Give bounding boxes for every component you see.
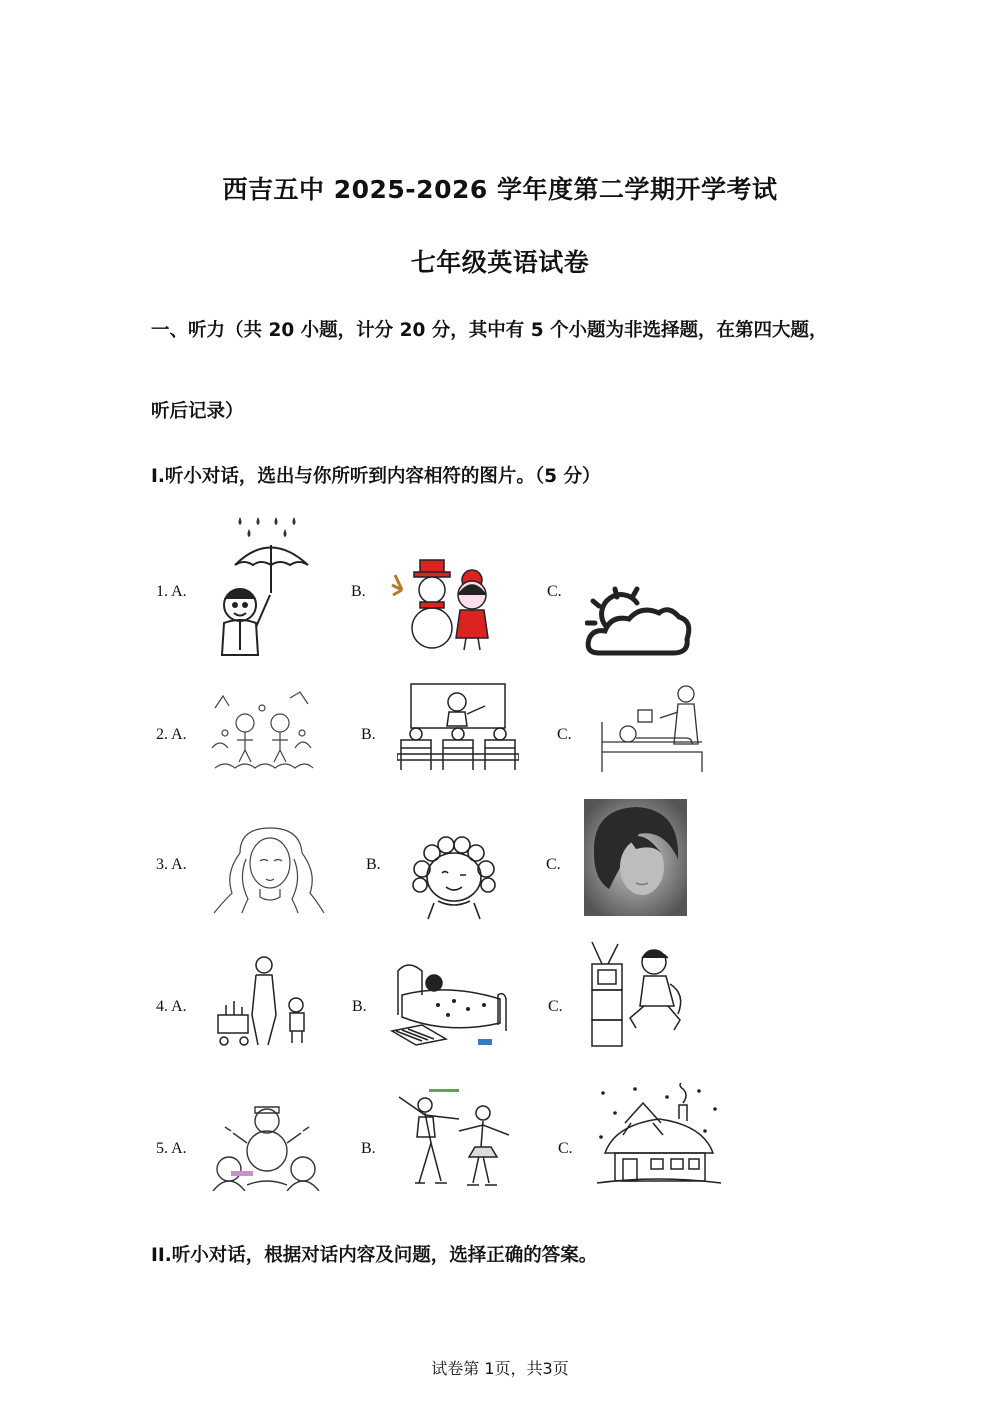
- child-sleeping-in-bed-image[interactable]: [388, 955, 510, 1047]
- photo-woman-short-hair-image[interactable]: [584, 799, 687, 916]
- snowman-and-girl-image[interactable]: [390, 550, 500, 655]
- question-4: [0, 940, 1000, 1055]
- question-3-label-c: C.: [546, 856, 561, 873]
- mother-shopping-with-child-image[interactable]: [212, 955, 310, 1047]
- question-2: [0, 680, 1000, 790]
- question-1-label-a: 1. A.: [156, 583, 187, 600]
- section-heading-line2: 听后记录）: [151, 401, 244, 422]
- woman-with-long-wavy-hair-image[interactable]: [210, 823, 328, 915]
- sun-behind-cloud-image[interactable]: [585, 585, 693, 660]
- exam-title: 西吉五中 2025-2026 学年度第二学期开学考试: [222, 175, 778, 204]
- question-5-label-c: C.: [558, 1140, 573, 1157]
- question-4-label-c: C.: [548, 998, 563, 1015]
- snowy-house-image[interactable]: [595, 1083, 723, 1193]
- exam-subtitle: 七年级英语试卷: [410, 248, 590, 277]
- question-3-label-a: 3. A.: [156, 856, 187, 873]
- boy-with-umbrella-in-rain-image[interactable]: [210, 515, 315, 660]
- part2-heading: II.听小对话，根据对话内容及问题，选择正确的答案。: [151, 1245, 598, 1266]
- question-1-label-b: B.: [351, 583, 366, 600]
- girl-with-curly-hair-image[interactable]: [404, 835, 504, 920]
- question-5-label-b: B.: [361, 1140, 376, 1157]
- question-2-label-c: C.: [557, 726, 572, 743]
- question-3: [0, 795, 1000, 920]
- part1-heading: I.听小对话，选出与你所听到内容相符的图片。（5 分）: [151, 466, 601, 487]
- question-1-label-c: C.: [547, 583, 562, 600]
- teacher-and-classroom-image[interactable]: [397, 682, 519, 777]
- couple-ice-skating-image[interactable]: [395, 1087, 523, 1192]
- kids-playing-outdoors-image[interactable]: [210, 688, 315, 776]
- question-1: [0, 510, 1000, 660]
- page-footer: 试卷第 1页，共3页: [431, 1359, 569, 1378]
- question-4-label-a: 4. A.: [156, 998, 187, 1015]
- question-5: [0, 1075, 1000, 1200]
- boy-watching-tv-image[interactable]: [588, 940, 688, 1048]
- sick-child-with-doctor-image[interactable]: [598, 682, 720, 779]
- question-3-label-b: B.: [366, 856, 381, 873]
- question-2-label-a: 2. A.: [156, 726, 187, 743]
- question-2-label-b: B.: [361, 726, 376, 743]
- question-5-label-a: 5. A.: [156, 1140, 187, 1157]
- kids-building-snowman-image[interactable]: [207, 1103, 325, 1191]
- question-4-label-b: B.: [352, 998, 367, 1015]
- section-heading-line1: 一、听力（共 20 小题，计分 20 分，其中有 5 个小题为非选择题，在第四大题，: [151, 320, 828, 341]
